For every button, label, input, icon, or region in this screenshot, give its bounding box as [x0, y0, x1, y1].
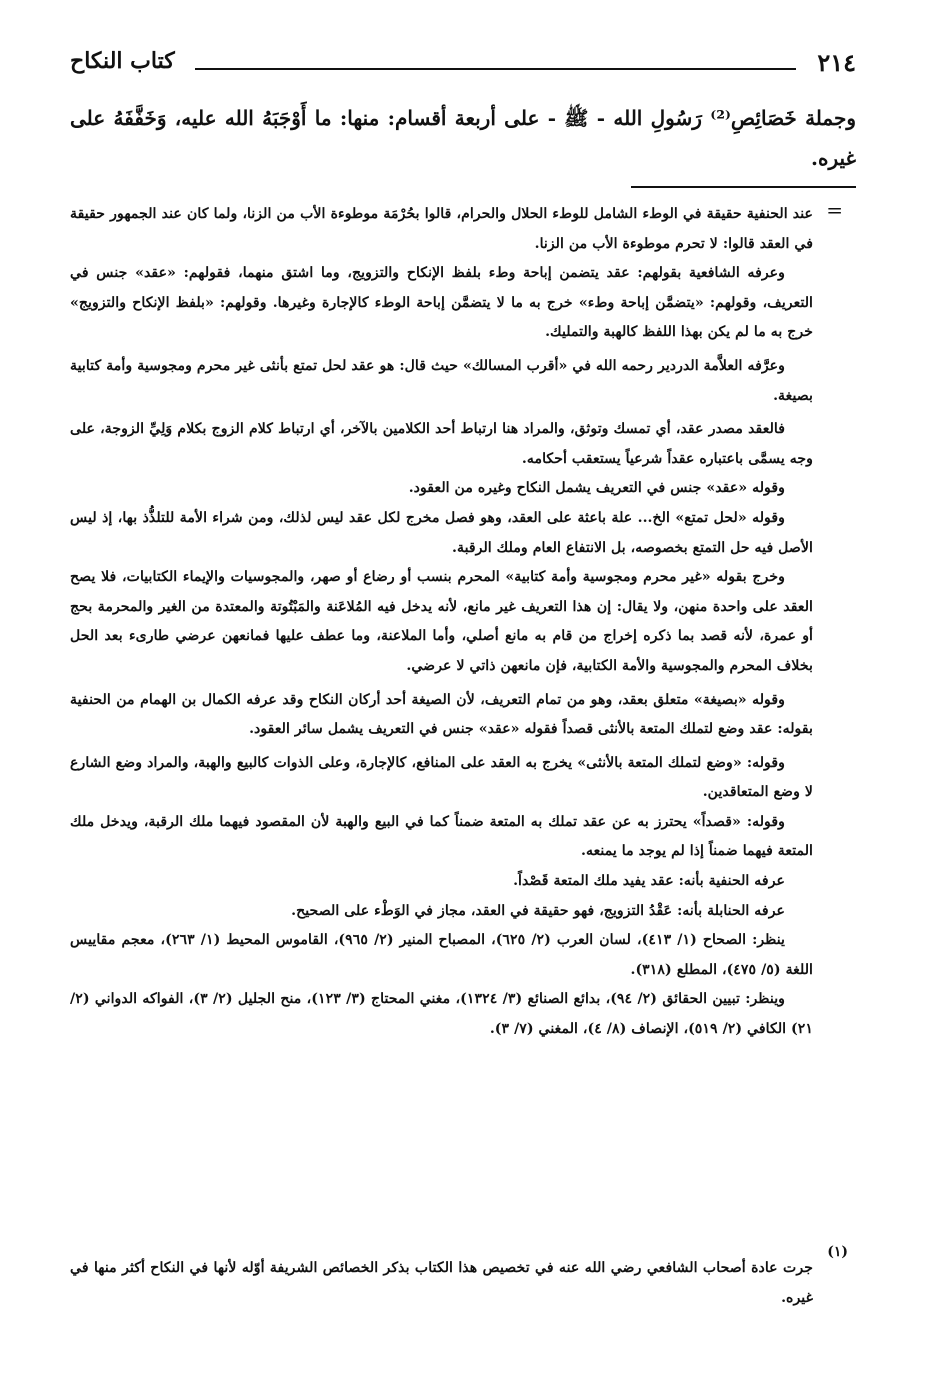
- footnote-text: جرت عادة أصحاب الشافعي رضي الله عنه في تخصيص هذا الكتاب بذكر الخصائص الشريفة أوّله لأنها في النكاح أكثر منها في غيره.: [70, 1260, 813, 1306]
- footnote-paragraph: ينظر: الصحاح (١/ ٤١٣)، لسان العرب (٢/ ٦٢٥)، المصباح المنير (٢/ ٩٦٥)، القاموس المحيط (١/ ٢٦٣)، معجم مقاييس اللغة (٥/ ٤٧٥)، المطلع (٣١٨).: [70, 932, 813, 978]
- footnote-number: (١): [827, 1244, 848, 1260]
- running-title: كتاب النكاح: [70, 48, 175, 74]
- footnote-paragraph: وخرج بقوله «غير محرم ومجوسية وأمة كتابية» المحرم بنسب أو رضاع أو صهر، والمجوسيات والإيماء الكتابيات، فلا يصح العقد على واحدة منهن، ولا يقال: إن هذا التعريف غير مانع، لأنه يدخل فيه المُلاعَنة والمَبْتُوتة والمعتدة من الغير والمحرمة بحج أو عمرة، لأنه قصد بما ذكره إخراج من قام به مانع أصلي، وأما الملاعنة، وما عطف عليها فمانعهن عرضي طارىء بعد الحل بخلاف المحرم والمجوسية والأمة الكتابية، فإن مانعهن ذاتي لا عرضي.: [70, 569, 813, 674]
- footnote-paragraph: وقوله «عقد» جنس في التعريف يشمل النكاح وغيره من العقود.: [408, 480, 785, 497]
- main-paragraph: وجملة خَصَائِصِ⁽²⁾ رَسُولِ الله - ﷺ - على أربعة أقسام: منها: ما أَوْجَبَهُ الله عليه، وَخَفَّفَهُ على غيره.: [70, 106, 857, 170]
- footnote-paragraph: وعرَّفه العلاَّمة الدردير رحمه الله في «أقرب المسالك» حيث قال: هو عقد لحل تمتع بأنثى غير محرم ومجوسية وأمة كتابية بصيغة.: [70, 357, 813, 404]
- main-text-block: [70, 98, 856, 178]
- footnote-paragraph: عند الحنفية حقيقة في الوطء الشامل للوطء الحلال والحرام، قالوا بحُرْمَة موطوءة الأب من الزنا، ولما كان عند الجمهور حقيقة في العقد قالوا: لا تحرم موطوءة الأب من الزنا.: [70, 206, 813, 252]
- footnote-paragraph: عرفه الحنفية بأنه: عقد يفيد ملك المتعة قَصْداً.: [513, 873, 785, 890]
- footnote-paragraph: وعرفه الشافعية بقولهم: عقد يتضمن إباحة وطء بلفظ الإنكاح والتزويج، وما اشتق منهما، فقولهم: «عقد» جنس في التعريف، وقولهم: «يتضمَّن إباحة وطء» خرج به ما لا يتضمَّن إباحة الوطء كالإجارة وغيرها. وقولهم: «بلفظ الإنكاح والتزويج» خرج به ما لم يكن بهذا اللفظ كالهبة والتمليك.: [70, 265, 813, 341]
- footnote-paragraph: وقوله «لحل تمتع» الخ... علة باعثة على العقد، وهو فصل مخرج لكل عقد ليس لذلك، ومن شراء الأمة للتلذُّذ بها، إذ ليس الأصل فيه حل التمتع بخصوصه، بل الانتفاع العام وملك الرقبة.: [70, 509, 813, 556]
- continuation-mark: =: [826, 198, 843, 222]
- footnote-paragraph: وقوله: «وضع لتملك المتعة بالأنثى» يخرج به العقد على المنافع، كالإجارة، وعلى الذوات كالبيع والهبة، والمراد وضع الشارع لا وضع المتعاقدين.: [70, 754, 813, 801]
- footnote-paragraph: وقوله: «قصداً» يحترز به عن عقد تملك به المتعة ضمناً كما في البيع والهبة لأن المقصود فيهما ملك الرقبة، ويدخل ملك المتعة فيهما ضمناً إذا لم يوجد ما يمنعه.: [70, 813, 813, 860]
- footnote-paragraph: عرفه الحنابلة بأنه: عَقْدُ التزويج، فهو حقيقة في العقد، مجاز في الوَطْء على الصحيح.: [291, 902, 785, 919]
- footnote-paragraph: وينظر: تبيين الحقائق (٢/ ٩٤)، بدائع الصنائع (٣/ ١٣٢٤)، مغني المحتاج (٣/ ١٢٣)، منح الجليل (٢/ ٣)، الفواكه الدواني (٢/ ٢١) الكافي (٢/ ٥١٩)، الإنصاف (٨/ ٤)، المغني (٧/ ٣).: [70, 991, 813, 1038]
- footnotes-continued: [70, 200, 813, 1045]
- header-rule: [195, 68, 796, 70]
- footnote-paragraph: وقوله «بصيغة» متعلق بعقد، وهو من تمام التعريف، لأن الصيغة أحد أركان النكاح وقد عرفه الكمال بن الهمام من الحنفية بقوله: عقد وضع لتملك المتعة بالأنثى قصداً فقوله «عقد» جنس في التعريف يشمل سائر العقود.: [70, 691, 813, 738]
- footnote-divider: [631, 186, 856, 188]
- page-header: [70, 44, 856, 84]
- footnote-1: [70, 1240, 848, 1328]
- page-number: ٢١٤: [817, 48, 856, 77]
- footnote-paragraph: فالعقد مصدر عقد، أي تمسك وتوثق، والمراد هنا ارتباط أحد الكلامين بالآخر، أي ارتباط كلام الزوج بكلام وَلِيِّ الزوجة، على وجه يسمَّى باعتباره عقداً شرعياً يستعقب أحكامه.: [70, 421, 813, 467]
